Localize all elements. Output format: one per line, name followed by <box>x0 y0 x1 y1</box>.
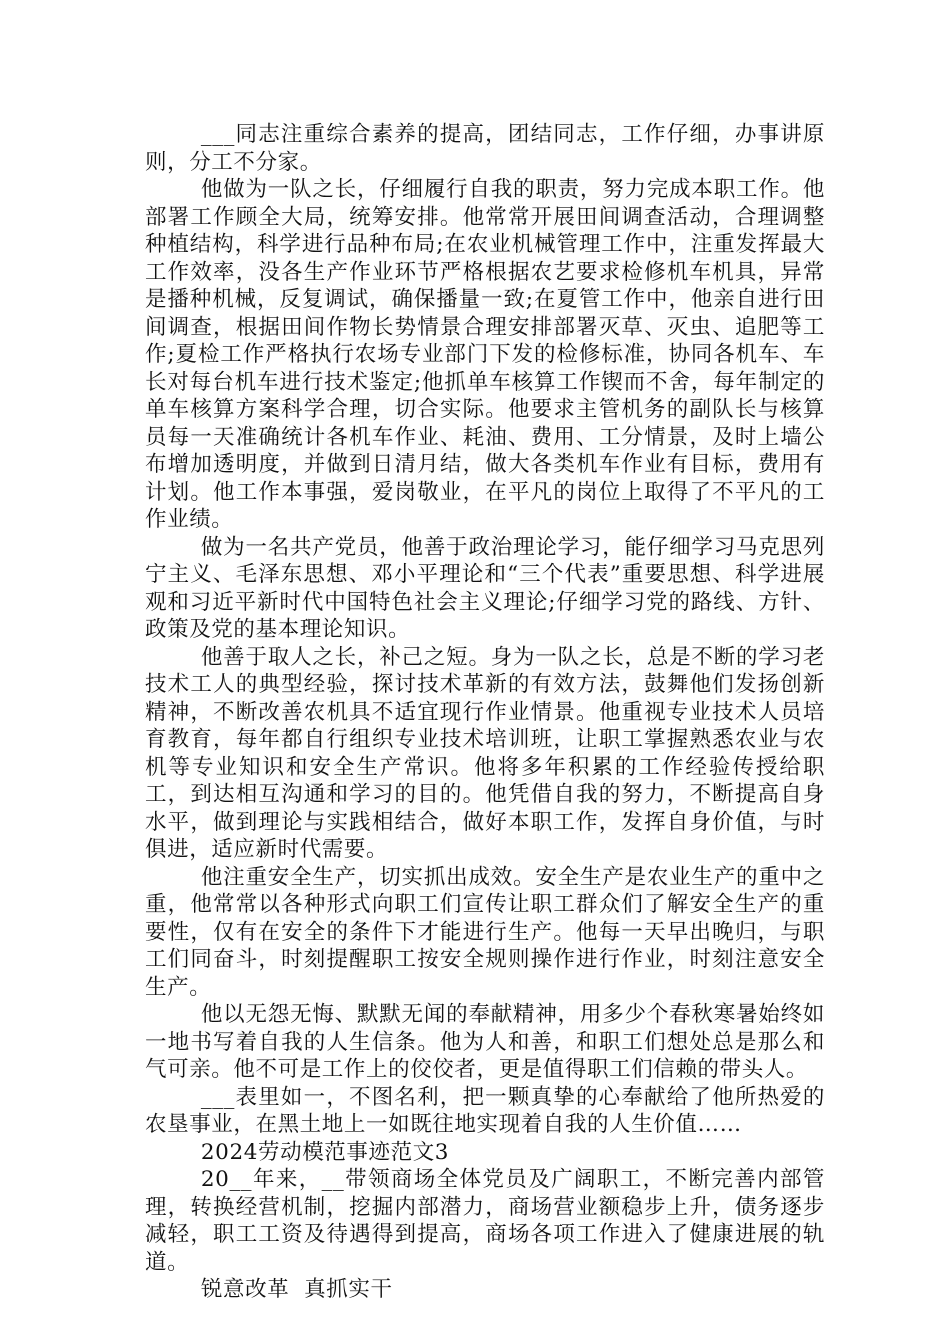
paragraph: 他善于取人之长，补己之短。身为一队之长，总是不断的学习老技术工人的典型经验，探讨技术革新的有效方法，鼓舞他们发扬创新精神，不断改善农机具不适宜现行作业情景。他重视专业技术人员培育教育，每年都自行组织专业技术培训班，让职工掌握熟悉农业与农机等专业知识和安全生产常识。他将多年积累的工作经验传授给职工，到达相互沟通和学习的目的。他凭借自我的努力，不断提高自身水平，做到理论与实践相结合，做好本职工作，发挥自身价值，与时俱进，适应新时代需要。 <box>145 644 825 862</box>
paragraph: 做为一名共产党员，他善于政治理论学习，能仔细学习马克思列宁主义、毛泽东思想、邓小平理论和“三个代表”重要思想、科学进展观和习近平新时代中国特色社会主义理论;仔细学习党的路线、方针、政策及党的基本理论知识。 <box>145 534 825 642</box>
document-body <box>145 121 825 1304</box>
subheading: 锐意改革 真抓实干 <box>200 1277 393 1302</box>
paragraph: ___同志注重综合素养的提高，团结同志，工作仔细，办事讲原则，分工不分家。 <box>145 122 825 175</box>
section-title: 2024劳动模范事迹范文3 <box>200 1139 450 1165</box>
paragraph: 20__年来，__带领商场全体党员及广阔职工，不断完善内部管理，转换经营机制，挖掘内部潜力，商场营业额稳步上升，债务逐步减轻，职工工资及待遇得到提高，商场各项工作进入了健康进展的轨道。 <box>145 1167 825 1275</box>
paragraph: 他以无怨无悔、默默无闻的奉献精神，用多少个春秋寒暑始终如一地书写着自我的人生信条。他为人和善，和职工们想处总是那么和气可亲。他不可是工作上的佼佼者，更是值得职工们信赖的带头人。 <box>145 1002 825 1082</box>
paragraph: 他做为一队之长，仔细履行自我的职责，努力完成本职工作。他部署工作顾全大局，统筹安排。他常常开展田间调查活动，合理调整种植结构，科学进行品种布局;在农业机械管理工作中，注重发挥最大工作效率，没各生产作业环节严格根据农艺要求检修机车机具，异常是播种机械，反复调试，确保播量一致;在夏管工作中，他亲自进行田间调查，根据田间作物长势情景合理安排部署灭草、灭虫、追肥等工作;夏检工作严格执行农场专业部门下发的检修标准，协同各机车、车长对每台机车进行技术鉴定;他抓单车核算工作锲而不舍，每年制定的单车核算方案科学合理，切合实际。他要求主管机务的副队长与核算员每一天准确统计各机车作业、耗油、费用、工分情景，及时上墙公布增加透明度，并做到日清月结，做大各类机车作业有目标，费用有计划。他工作本事强，爱岗敬业，在平凡的岗位上取得了不平凡的工作业绩。 <box>145 177 825 532</box>
paragraph: ___表里如一，不图名利，把一颗真挚的心奉献给了他所热爱的农垦事业，在黑土地上一如既往地实现着自我的人生价值…… <box>145 1084 825 1137</box>
paragraph: 他注重安全生产，切实抓出成效。安全生产是农业生产的重中之重，他常常以各种形式向职工们宣传让职工群众们了解安全生产的重要性，仅有在安全的条件下才能进行生产。他每一天早出晚归，与职工们同奋斗，时刻提醒职工按安全规则操作进行作业，时刻注意安全生产。 <box>145 864 825 1000</box>
